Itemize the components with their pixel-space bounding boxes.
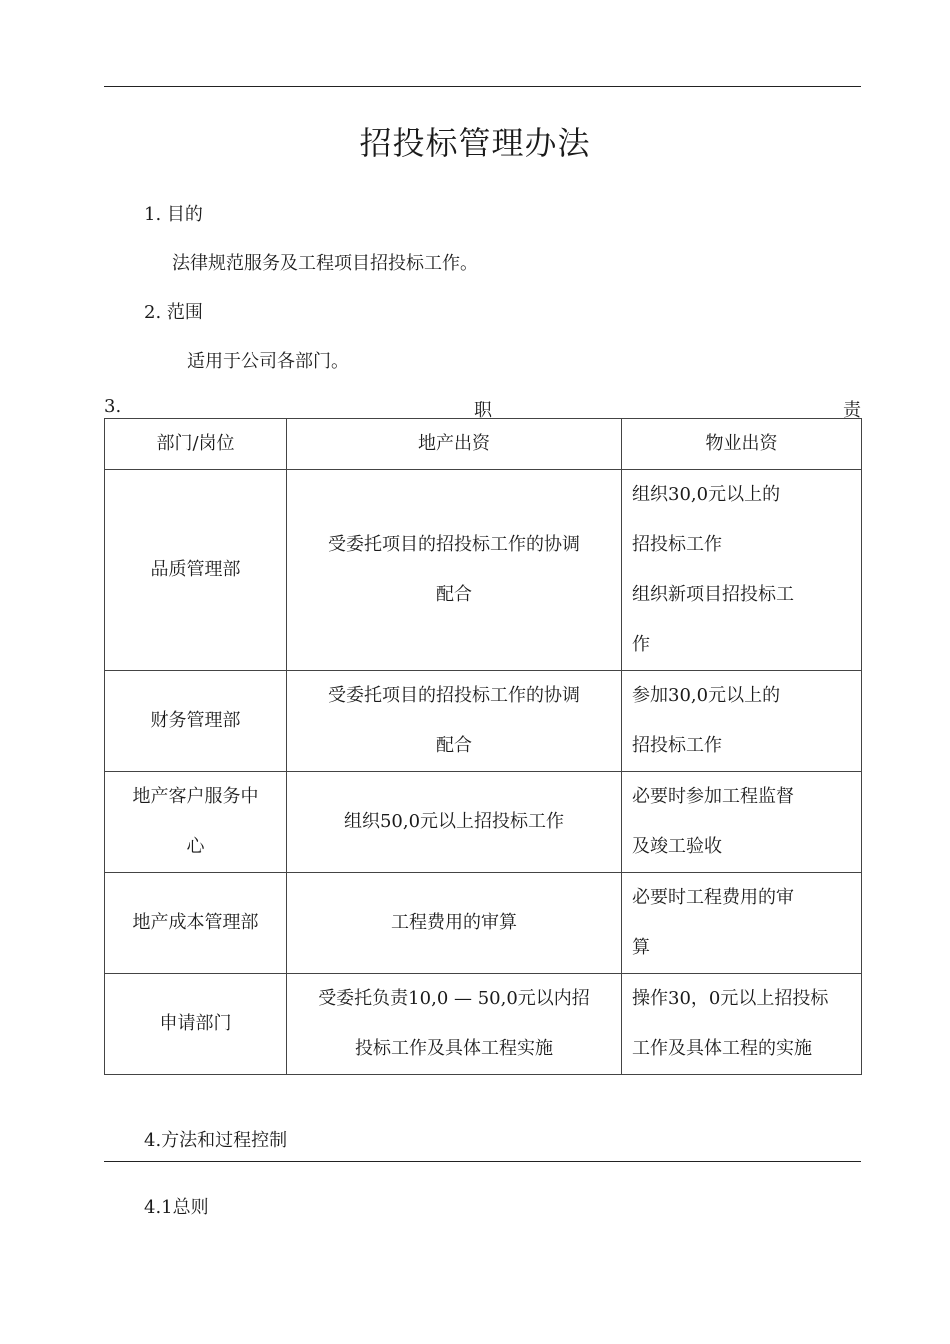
duty-heading — [104, 396, 861, 420]
cell-dept — [105, 974, 287, 1075]
cell-prop — [622, 772, 862, 873]
table-row — [105, 470, 862, 671]
cell-line: 配合 — [436, 584, 472, 605]
table-row — [105, 772, 862, 873]
duty-char-1: 职 — [474, 400, 492, 421]
cell-dept — [105, 671, 287, 772]
cell-line: 操作30，0元以上招投标 — [632, 988, 829, 1009]
header-prop: 物业出资 — [622, 419, 862, 470]
scope-text: 适用于公司各部门。 — [187, 351, 349, 372]
cell-land — [287, 470, 622, 671]
cell-line: 组织50,0元以上招投标工作 — [343, 811, 565, 832]
document-title: 招投标管理办法 — [359, 124, 591, 162]
table-row — [105, 671, 862, 772]
cell-line: 受委托负责10,0 — 50,0元以内招 — [318, 988, 590, 1009]
cell-line: 配合 — [436, 735, 472, 756]
cell-line: 及竣工验收 — [632, 836, 722, 857]
cell-land — [287, 974, 622, 1075]
cell-land — [287, 873, 622, 974]
cell-land — [287, 671, 622, 772]
cell-line: 心 — [186, 836, 205, 857]
cell-line: 招投标工作 — [632, 735, 722, 756]
cell-line: 工程费用的审算 — [391, 912, 517, 933]
cell-dept — [105, 873, 287, 974]
cell-line: 受委托项目的招投标工作的协调 — [328, 534, 580, 555]
header-dept: 部门/岗位 — [105, 419, 287, 470]
duty-number: 3. — [104, 396, 122, 417]
cell-line: 地产客户服务中 — [132, 786, 259, 807]
duty-char-2: 责 — [843, 400, 861, 421]
cell-line: 品质管理部 — [150, 559, 241, 580]
method-heading: 4.方法和过程控制 — [144, 1130, 288, 1151]
cell-dept — [105, 772, 287, 873]
cell-land — [287, 772, 622, 873]
cell-line: 必要时工程费用的审 — [632, 887, 794, 908]
responsibility-table — [104, 418, 862, 1075]
cell-line: 财务管理部 — [150, 710, 241, 731]
table-row — [105, 873, 862, 974]
cell-line: 申请部门 — [159, 1013, 232, 1034]
table-header-row — [105, 419, 862, 470]
cell-line: 工作及具体工程的实施 — [632, 1038, 812, 1059]
cell-prop — [622, 470, 862, 671]
cell-line: 组织新项目招投标工 — [632, 584, 794, 605]
cell-line: 投标工作及具体工程实施 — [355, 1038, 553, 1059]
cell-prop — [622, 671, 862, 772]
bottom-rule — [104, 1161, 861, 1162]
cell-dept — [105, 470, 287, 671]
general-heading: 4.1总则 — [144, 1197, 209, 1218]
cell-prop — [622, 873, 862, 974]
table-row — [105, 974, 862, 1075]
cell-line: 作 — [632, 634, 650, 655]
purpose-text: 法律规范服务及工程项目招投标工作。 — [172, 253, 478, 274]
header-land: 地产出资 — [287, 419, 622, 470]
cell-line: 受委托项目的招投标工作的协调 — [328, 685, 580, 706]
cell-line: 参加30,0元以上的 — [632, 685, 781, 706]
cell-line: 地产成本管理部 — [132, 912, 259, 933]
cell-line: 必要时参加工程监督 — [632, 786, 794, 807]
cell-prop — [622, 974, 862, 1075]
purpose-heading: 1. 目的 — [144, 204, 203, 225]
cell-line: 组织30,0元以上的 — [632, 484, 781, 505]
top-rule — [104, 86, 861, 87]
scope-heading: 2. 范围 — [144, 302, 203, 323]
cell-line: 算 — [632, 937, 650, 958]
cell-line: 招投标工作 — [632, 534, 722, 555]
